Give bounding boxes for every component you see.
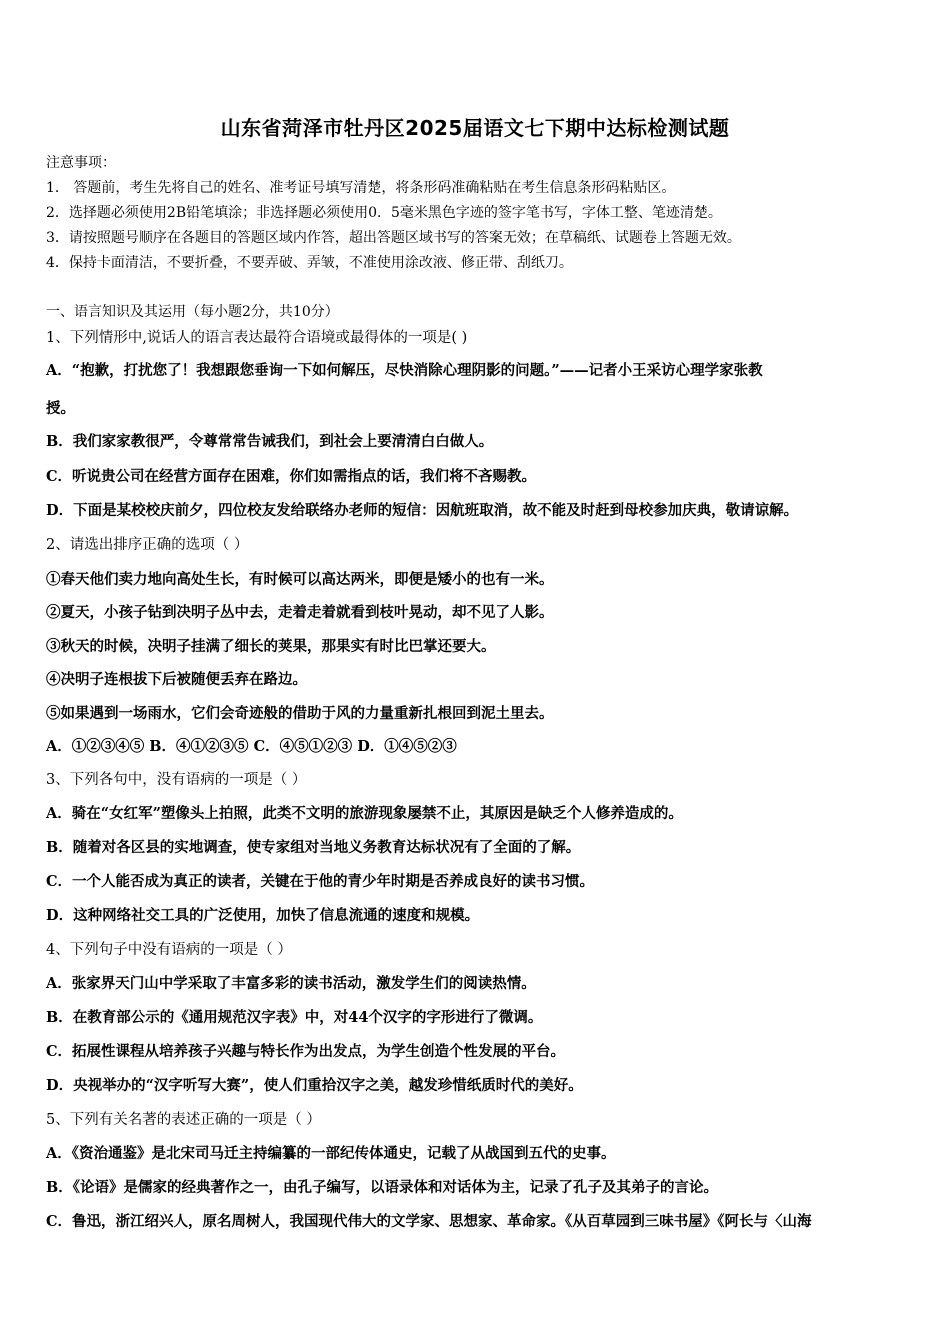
question-5-option-a: A．《资治通鉴》是北宋司马迁主持编纂的一部纪传体通史，记载了从战国到五代的史事。 [46,1145,616,1162]
notice-item-1: 1． 答题前，考生先将自己的姓名、准考证号填写清楚，将条形码准确粘贴在考生信息条形码粘贴区。 [46,180,676,196]
question-1-option-b: B．我们家家教很严，令尊常常告诫我们，到社会上要清清白白做人。 [46,433,494,450]
question-1-option-a: A．“抱歉，打扰您了！我想跟您垂询一下如何解压，尽快消除心理阴影的问题。”——记者小王采访心理学家张教 [46,362,763,379]
question-5-option-c: C．鲁迅，浙江绍兴人，原名周树人，我国现代伟大的文学家、思想家、革命家。《从百草园到三味书屋》《阿长与〈山海 [46,1213,812,1230]
notice-heading: 注意事项： [46,155,116,171]
question-1-option-c: C．听说贵公司在经营方面存在困难，你们如需指点的话，我们将不吝赐教。 [46,468,537,485]
question-2-sentence-2: ②夏天，小孩子钻到决明子丛中去，走着走着就看到枝叶晃动，却不见了人影。 [46,604,554,621]
question-3-option-d: D．这种网络社交工具的广泛使用，加快了信息流通的速度和规模。 [46,907,480,924]
question-3-option-c: C．一个人能否成为真正的读者，关键在于他的青少年时期是否养成良好的读书习惯。 [46,873,595,890]
question-1-option-d: D．下面是某校校庆前夕，四位校友发给联络办老师的短信：因航班取消，故不能及时赶到母校参加庆典，敬请谅解。 [46,502,799,519]
question-4-stem: 4、下列句子中没有语病的一项是（ ） [46,942,292,958]
question-4-option-b: B．在教育部公示的《通用规范汉字表》中，对44个汉字的字形进行了微调。 [46,1009,543,1026]
question-2-sentence-3: ③秋天的时候，决明子挂满了细长的荚果，那果实有时比巴掌还要大。 [46,638,496,655]
question-3-stem: 3、下列各句中，没有语病的一项是（ ） [46,772,307,788]
question-1-stem: 1、下列情形中,说话人的语言表达最符合语境或最得体的一项是( ) [46,330,468,346]
notice-item-2: 2．选择题必须使用2B铅笔填涂；非选择题必须使用0．5毫米黑色字迹的签字笔书写，字体工整、笔迹清楚。 [46,205,722,221]
question-4-option-a: A．张家界天门山中学采取了丰富多彩的读书活动，激发学生们的阅读热情。 [46,975,536,992]
question-1-option-a-cont: 授。 [46,400,75,417]
question-4-option-d: D．央视举办的“汉字听写大赛”，使人们重拾汉字之美，越发珍惜纸质时代的美好。 [46,1077,583,1094]
exam-title: 山东省菏泽市牡丹区2025届语文七下期中达标检测试题 [220,116,730,140]
question-2-sentence-4: ④决明子连根拔下后被随便丢弃在路边。 [46,671,307,688]
notice-item-3: 3．请按照题号顺序在各题目的答题区域内作答，超出答题区域书写的答案无效；在草稿纸、试题卷上答题无效。 [46,230,741,246]
question-5-option-b: B．《论语》是儒家的经典著作之一，由孔子编写，以语录体和对话体为主，记录了孔子及其弟子的言论。 [46,1179,719,1196]
question-3-option-a: A．骑在“女红军”塑像头上拍照，此类不文明的旅游现象屡禁不止，其原因是缺乏个人修养造成的。 [46,805,683,822]
question-5-stem: 5、下列有关名著的表述正确的一项是（ ） [46,1112,321,1128]
section-heading: 一、语言知识及其运用（每小题2分，共10分） [46,304,339,320]
question-2-sentence-5: ⑤如果遇到一场雨水，它们会奇迹般的借助于风的力量重新扎根回到泥土里去。 [46,705,554,722]
question-2-options: A．①②③④⑤ B．④①②③⑤ C．④⑤①②③ D．①④⑤②③ [46,738,457,755]
question-3-option-b: B．随着对各区县的实地调查，使专家组对当地义务教育达标状况有了全面的了解。 [46,839,581,856]
question-2-stem: 2、请选出排序正确的选项（ ） [46,537,249,553]
question-4-option-c: C．拓展性课程从培养孩子兴趣与特长作为出发点，为学生创造个性发展的平台。 [46,1043,566,1060]
question-2-sentence-1: ①春天他们卖力地向高处生长，有时候可以高达两米，即便是矮小的也有一米。 [46,571,554,588]
notice-item-4: 4．保持卡面清洁，不要折叠，不要弄破、弄皱，不准使用涂改液、修正带、刮纸刀。 [46,255,573,271]
